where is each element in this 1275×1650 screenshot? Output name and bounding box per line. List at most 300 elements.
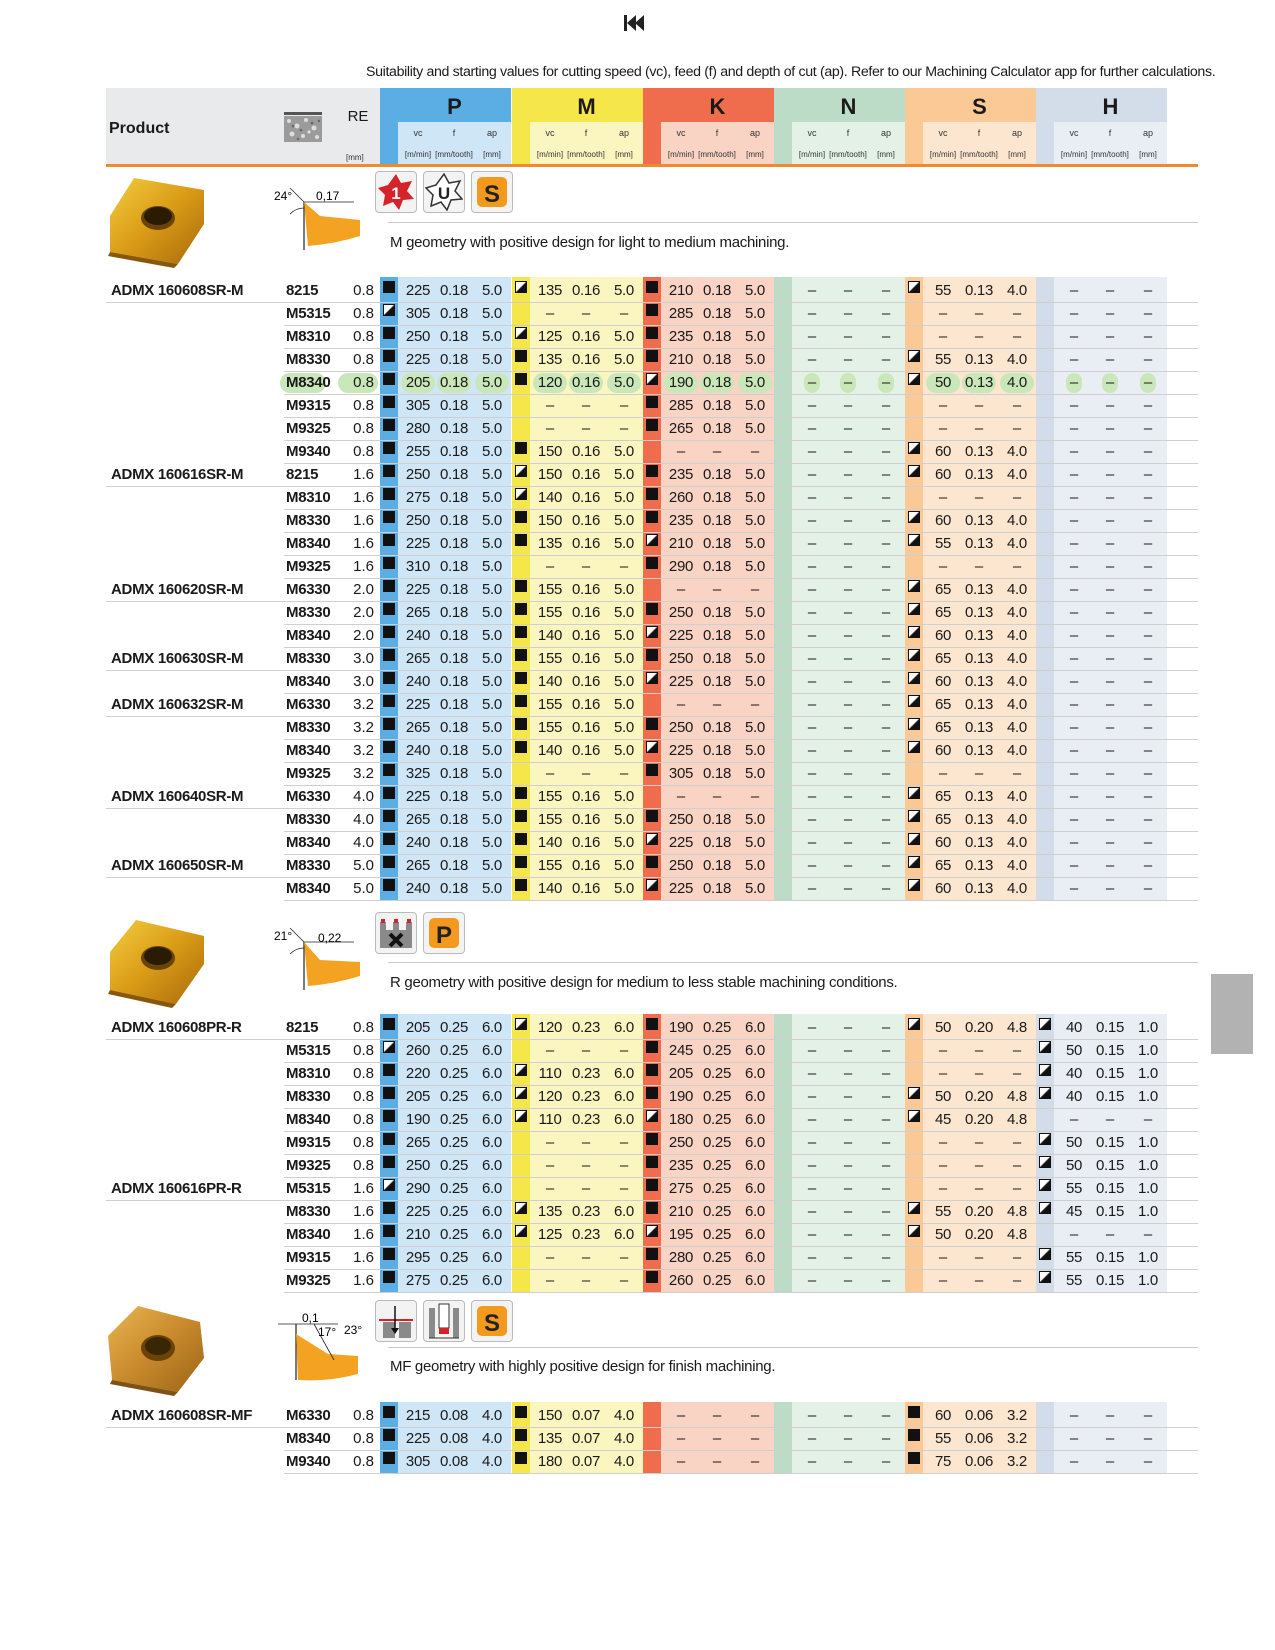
thin-wall-icon bbox=[423, 1300, 465, 1342]
n-feed: – bbox=[843, 466, 853, 483]
s-feed: – bbox=[974, 1157, 984, 1174]
m-cutting-speed: – bbox=[545, 397, 555, 414]
p-cutting-speed: 290 bbox=[405, 1180, 431, 1197]
p-feed: 0.25 bbox=[440, 1065, 468, 1082]
p-feed: 0.25 bbox=[440, 1272, 468, 1289]
p-feed: 0.18 bbox=[440, 811, 468, 828]
p-feed: 0.18 bbox=[440, 650, 468, 667]
suitability-full-icon bbox=[383, 741, 395, 753]
h-feed: – bbox=[1105, 650, 1115, 667]
suitability-partial-icon bbox=[908, 603, 920, 615]
table-row bbox=[106, 1404, 1198, 1428]
h-depth-of-cut: – bbox=[1143, 742, 1153, 759]
h-cutting-speed: 50 bbox=[1065, 1042, 1083, 1059]
p-cutting-speed: 240 bbox=[405, 673, 431, 690]
m-cutting-speed: – bbox=[545, 1042, 555, 1059]
n-feed: – bbox=[843, 535, 853, 552]
n-depth-of-cut: – bbox=[881, 1019, 891, 1036]
p-feed: 0.25 bbox=[440, 1157, 468, 1174]
h-feed: 0.15 bbox=[1096, 1134, 1124, 1151]
h-depth-of-cut: 1.0 bbox=[1138, 1272, 1158, 1289]
m-cutting-speed: 155 bbox=[537, 604, 563, 621]
suitability-full-icon bbox=[383, 856, 395, 868]
s-depth-of-cut: – bbox=[1012, 1134, 1022, 1151]
p-feed: 0.25 bbox=[440, 1111, 468, 1128]
corner-radius: 1.6 bbox=[353, 1249, 374, 1266]
header-subcolumns bbox=[1054, 122, 1167, 164]
n-cutting-speed: – bbox=[807, 1111, 817, 1128]
p-depth-of-cut: 5.0 bbox=[482, 834, 502, 851]
m-cutting-speed: 155 bbox=[537, 788, 563, 805]
grade: M8340 bbox=[286, 834, 331, 851]
n-cutting-speed: – bbox=[807, 351, 817, 368]
header-unit-vc: [m/min] bbox=[929, 150, 957, 159]
s-feed: – bbox=[974, 1249, 984, 1266]
h-cutting-speed: 55 bbox=[1065, 1249, 1083, 1266]
s-depth-of-cut: 4.0 bbox=[1007, 650, 1027, 667]
m-depth-of-cut: 5.0 bbox=[614, 466, 634, 483]
s-cutting-speed: – bbox=[938, 420, 948, 437]
h-depth-of-cut: – bbox=[1143, 512, 1153, 529]
k-feed: – bbox=[712, 1430, 722, 1447]
m-feed: 0.16 bbox=[572, 673, 600, 690]
k-feed: – bbox=[712, 1407, 722, 1424]
product-name: ADMX 160608SR-MF bbox=[111, 1407, 253, 1424]
k-feed: 0.25 bbox=[703, 1134, 731, 1151]
suitability-full-icon bbox=[646, 764, 658, 776]
h-depth-of-cut: – bbox=[1143, 1430, 1153, 1447]
s-depth-of-cut: – bbox=[1012, 420, 1022, 437]
header-vc: vc bbox=[807, 128, 817, 138]
n-depth-of-cut: – bbox=[881, 1272, 891, 1289]
table-row bbox=[106, 1039, 1198, 1063]
n-depth-of-cut: – bbox=[881, 1203, 891, 1220]
m-feed: – bbox=[581, 397, 591, 414]
geometry-mf-land: 0,1 bbox=[302, 1311, 319, 1325]
suitability-full-icon bbox=[646, 1156, 658, 1168]
table-row bbox=[106, 854, 1198, 878]
h-depth-of-cut: – bbox=[1143, 328, 1153, 345]
p-cutting-speed: 325 bbox=[405, 765, 431, 782]
n-feed: – bbox=[843, 627, 853, 644]
s-depth-of-cut: 4.0 bbox=[1007, 282, 1027, 299]
suitability-partial-icon bbox=[908, 626, 920, 638]
n-feed: – bbox=[843, 282, 853, 299]
grade: M9315 bbox=[286, 397, 331, 414]
suitability-full-icon bbox=[646, 810, 658, 822]
k-depth-of-cut: – bbox=[750, 788, 760, 805]
grade: M8340 bbox=[286, 673, 331, 690]
header-group-m bbox=[512, 88, 643, 164]
suitability-partial-icon bbox=[908, 580, 920, 592]
k-cutting-speed: 225 bbox=[668, 627, 694, 644]
n-cutting-speed: – bbox=[807, 1088, 817, 1105]
s-cutting-speed: 50 bbox=[934, 1019, 952, 1036]
table-row bbox=[106, 1016, 1198, 1040]
n-depth-of-cut: – bbox=[881, 1407, 891, 1424]
p-depth-of-cut: 5.0 bbox=[482, 305, 502, 322]
suitability-partial-icon bbox=[908, 1018, 920, 1030]
s-depth-of-cut: 4.0 bbox=[1007, 535, 1027, 552]
header-group-s bbox=[905, 88, 1036, 164]
grade: M9325 bbox=[286, 765, 331, 782]
geometry-r-land: 0,22 bbox=[318, 931, 342, 945]
p-cutting-speed: 295 bbox=[405, 1249, 431, 1266]
m-feed: 0.16 bbox=[572, 535, 600, 552]
n-depth-of-cut: – bbox=[881, 443, 891, 460]
table-row bbox=[106, 1131, 1198, 1155]
s-feed: 0.13 bbox=[965, 719, 993, 736]
s-cutting-speed: 55 bbox=[934, 535, 952, 552]
suitability-full-icon bbox=[383, 534, 395, 546]
h-cutting-speed: – bbox=[1069, 581, 1079, 598]
m-depth-of-cut: 5.0 bbox=[614, 328, 634, 345]
p-cutting-speed: 240 bbox=[405, 880, 431, 897]
s-cutting-speed: – bbox=[938, 1042, 948, 1059]
m-cutting-speed: 110 bbox=[538, 1065, 562, 1082]
h-feed: 0.15 bbox=[1096, 1065, 1124, 1082]
suitability-partial-icon bbox=[908, 649, 920, 661]
s-feed: 0.13 bbox=[965, 742, 993, 759]
suitability-partial-icon bbox=[908, 281, 920, 293]
skip-to-start-icon[interactable] bbox=[622, 12, 646, 34]
p-feed: 0.18 bbox=[440, 282, 468, 299]
m-cutting-speed: – bbox=[545, 1249, 555, 1266]
m-cutting-speed: 135 bbox=[537, 351, 563, 368]
product-name: ADMX 160608PR-R bbox=[111, 1019, 242, 1036]
table-row bbox=[106, 555, 1198, 579]
s-depth-of-cut: – bbox=[1012, 397, 1022, 414]
n-cutting-speed: – bbox=[807, 535, 817, 552]
s-depth-of-cut: 4.8 bbox=[1007, 1226, 1027, 1243]
grade: M8340 bbox=[286, 535, 331, 552]
h-depth-of-cut: – bbox=[1143, 650, 1153, 667]
suitability-full-icon bbox=[383, 419, 395, 431]
p-feed: 0.18 bbox=[440, 673, 468, 690]
corner-radius: 1.6 bbox=[353, 535, 374, 552]
header-subcolumns bbox=[792, 122, 905, 164]
h-cutting-speed: – bbox=[1069, 834, 1079, 851]
suitability-full-icon bbox=[515, 1429, 527, 1441]
s-cutting-speed: 65 bbox=[934, 581, 952, 598]
n-feed: – bbox=[843, 834, 853, 851]
p-feed: 0.18 bbox=[440, 834, 468, 851]
k-depth-of-cut: 5.0 bbox=[745, 742, 765, 759]
grade: M8340 bbox=[286, 627, 331, 644]
m-cutting-speed: – bbox=[545, 558, 555, 575]
n-depth-of-cut: – bbox=[881, 719, 891, 736]
m-depth-of-cut: 5.0 bbox=[614, 880, 634, 897]
n-feed: – bbox=[843, 788, 853, 805]
p-cutting-speed: 305 bbox=[405, 305, 431, 322]
s-cutting-speed: 60 bbox=[934, 834, 952, 851]
s-cutting-speed: – bbox=[938, 1180, 948, 1197]
k-depth-of-cut: 6.0 bbox=[745, 1249, 765, 1266]
h-feed: – bbox=[1105, 397, 1115, 414]
p-depth-of-cut: 6.0 bbox=[482, 1065, 502, 1082]
table-row bbox=[106, 348, 1198, 372]
m-feed: 0.16 bbox=[572, 351, 600, 368]
k-cutting-speed: 290 bbox=[668, 558, 694, 575]
n-feed: – bbox=[843, 305, 853, 322]
n-depth-of-cut: – bbox=[881, 535, 891, 552]
n-depth-of-cut: – bbox=[881, 420, 891, 437]
s-feed: 0.13 bbox=[965, 443, 993, 460]
suitability-full-icon bbox=[383, 626, 395, 638]
n-depth-of-cut: – bbox=[881, 1088, 891, 1105]
h-feed: – bbox=[1105, 857, 1115, 874]
k-cutting-speed: 190 bbox=[668, 374, 694, 391]
header-re-unit: [mm] bbox=[346, 153, 364, 162]
m-depth-of-cut: – bbox=[619, 1157, 629, 1174]
h-cutting-speed: – bbox=[1069, 351, 1079, 368]
m-feed: – bbox=[581, 1157, 591, 1174]
k-depth-of-cut: 6.0 bbox=[745, 1157, 765, 1174]
header-ap: ap bbox=[486, 128, 497, 138]
n-cutting-speed: – bbox=[807, 880, 817, 897]
table-row bbox=[106, 808, 1198, 832]
m-feed: – bbox=[581, 558, 591, 575]
n-feed: – bbox=[843, 811, 853, 828]
geometry-r-diagram bbox=[274, 926, 360, 997]
p-cutting-speed: 215 bbox=[405, 1407, 431, 1424]
s-cutting-speed: 65 bbox=[934, 696, 952, 713]
grade: M8330 bbox=[286, 512, 331, 529]
n-feed: – bbox=[843, 1065, 853, 1082]
suitability-partial-icon bbox=[908, 1110, 920, 1122]
suitability-full-icon bbox=[515, 1452, 527, 1464]
m-cutting-speed: – bbox=[545, 765, 555, 782]
header-unit-ap: [mm] bbox=[746, 150, 764, 159]
m-depth-of-cut: 5.0 bbox=[614, 650, 634, 667]
k-feed: 0.25 bbox=[703, 1065, 731, 1082]
n-depth-of-cut: – bbox=[881, 1042, 891, 1059]
suitability-full-icon bbox=[383, 672, 395, 684]
corner-radius: 0.8 bbox=[353, 282, 374, 299]
corner-radius: 1.6 bbox=[353, 558, 374, 575]
s-depth-of-cut: 4.8 bbox=[1007, 1088, 1027, 1105]
p-depth-of-cut: 6.0 bbox=[482, 1134, 502, 1151]
s-feed: – bbox=[974, 305, 984, 322]
p-cutting-speed: 205 bbox=[405, 1088, 431, 1105]
k-feed: 0.25 bbox=[703, 1157, 731, 1174]
suitability-partial-icon bbox=[908, 350, 920, 362]
m-feed: 0.23 bbox=[572, 1019, 600, 1036]
p-feed: 0.25 bbox=[440, 1134, 468, 1151]
suitability-full-icon bbox=[515, 626, 527, 638]
m-cutting-speed: 180 bbox=[537, 1453, 563, 1470]
suitability-full-icon bbox=[383, 810, 395, 822]
suitability-partial-icon bbox=[908, 672, 920, 684]
h-depth-of-cut: 1.0 bbox=[1138, 1203, 1158, 1220]
suitability-full-icon bbox=[646, 1248, 658, 1260]
m-feed: 0.16 bbox=[572, 443, 600, 460]
table-row bbox=[106, 1200, 1198, 1224]
n-depth-of-cut: – bbox=[881, 1134, 891, 1151]
header-unit-f: [mm/tooth] bbox=[435, 150, 473, 159]
p-depth-of-cut: 4.0 bbox=[482, 1453, 502, 1470]
k-depth-of-cut: 5.0 bbox=[745, 374, 765, 391]
p-depth-of-cut: 5.0 bbox=[482, 788, 502, 805]
p-cutting-speed: 255 bbox=[405, 443, 431, 460]
grade: M8330 bbox=[286, 1088, 331, 1105]
s-depth-of-cut: – bbox=[1012, 765, 1022, 782]
suitability-full-icon bbox=[515, 373, 527, 385]
suitability-full-icon bbox=[383, 1156, 395, 1168]
h-cutting-speed: – bbox=[1069, 857, 1079, 874]
suitability-full-icon bbox=[646, 1064, 658, 1076]
h-cutting-speed: – bbox=[1069, 1111, 1079, 1128]
p-feed: 0.18 bbox=[440, 558, 468, 575]
p-cutting-speed: 250 bbox=[405, 512, 431, 529]
product-name: ADMX 160650SR-M bbox=[111, 857, 244, 874]
n-cutting-speed: – bbox=[807, 282, 817, 299]
p-depth-of-cut: 6.0 bbox=[482, 1272, 502, 1289]
table-row bbox=[106, 279, 1198, 303]
header-vc: vc bbox=[545, 128, 555, 138]
n-depth-of-cut: – bbox=[881, 581, 891, 598]
m-depth-of-cut: 5.0 bbox=[614, 719, 634, 736]
h-cutting-speed: – bbox=[1069, 558, 1079, 575]
n-depth-of-cut: – bbox=[881, 558, 891, 575]
m-cutting-speed: 155 bbox=[537, 581, 563, 598]
suitability-full-icon bbox=[383, 1225, 395, 1237]
suitability-partial-icon bbox=[515, 465, 527, 477]
s-feed: – bbox=[974, 1065, 984, 1082]
table-row bbox=[106, 1269, 1198, 1293]
p-depth-of-cut: 6.0 bbox=[482, 1249, 502, 1266]
s-depth-of-cut: 4.0 bbox=[1007, 834, 1027, 851]
k-feed: 0.18 bbox=[703, 489, 731, 506]
corner-radius: 0.8 bbox=[353, 420, 374, 437]
header-f: f bbox=[977, 128, 981, 138]
k-depth-of-cut: 5.0 bbox=[745, 466, 765, 483]
chapter-tab-marker[interactable] bbox=[1211, 974, 1253, 1054]
p-cutting-speed: 250 bbox=[405, 466, 431, 483]
header-subcolumns bbox=[398, 122, 511, 164]
m-feed: 0.16 bbox=[572, 857, 600, 874]
m-feed: – bbox=[581, 305, 591, 322]
p-depth-of-cut: 5.0 bbox=[482, 558, 502, 575]
k-depth-of-cut: 5.0 bbox=[745, 604, 765, 621]
corner-radius: 0.8 bbox=[353, 305, 374, 322]
m-depth-of-cut: 5.0 bbox=[614, 374, 634, 391]
s-depth-of-cut: – bbox=[1012, 1065, 1022, 1082]
k-cutting-speed: 280 bbox=[668, 1249, 694, 1266]
p-feed: 0.18 bbox=[440, 328, 468, 345]
s-cutting-speed: 60 bbox=[934, 443, 952, 460]
product-name: ADMX 160608SR-M bbox=[111, 282, 244, 299]
p-feed: 0.18 bbox=[440, 742, 468, 759]
header-vc: vc bbox=[1069, 128, 1079, 138]
shoulder-milling-icon bbox=[375, 1300, 417, 1342]
suitability-full-icon bbox=[383, 1271, 395, 1283]
suitability-partial-icon bbox=[515, 1225, 527, 1237]
suitability-full-icon bbox=[383, 281, 395, 293]
h-feed: – bbox=[1105, 834, 1115, 851]
m-feed: 0.16 bbox=[572, 788, 600, 805]
geometry-mf-diagram bbox=[278, 1310, 370, 1391]
s-feed: 0.13 bbox=[965, 880, 993, 897]
k-cutting-speed: 285 bbox=[668, 305, 694, 322]
n-feed: – bbox=[843, 489, 853, 506]
table-row bbox=[106, 785, 1198, 809]
suitability-full-icon bbox=[515, 672, 527, 684]
h-feed: – bbox=[1105, 489, 1115, 506]
corner-radius: 3.2 bbox=[353, 765, 374, 782]
m-cutting-speed: – bbox=[545, 305, 555, 322]
n-depth-of-cut: – bbox=[881, 673, 891, 690]
m-depth-of-cut: 6.0 bbox=[614, 1203, 634, 1220]
k-cutting-speed: 235 bbox=[668, 512, 694, 529]
m-depth-of-cut: 4.0 bbox=[614, 1407, 634, 1424]
m-feed: – bbox=[581, 1042, 591, 1059]
h-cutting-speed: – bbox=[1069, 1453, 1079, 1470]
s-cutting-speed: – bbox=[938, 305, 948, 322]
h-depth-of-cut: – bbox=[1143, 719, 1153, 736]
h-depth-of-cut: – bbox=[1143, 282, 1153, 299]
h-depth-of-cut: – bbox=[1143, 581, 1153, 598]
s-depth-of-cut: – bbox=[1012, 1180, 1022, 1197]
m-cutting-speed: 120 bbox=[537, 1019, 563, 1036]
k-feed: 0.18 bbox=[703, 834, 731, 851]
header-vc: vc bbox=[938, 128, 948, 138]
suitability-partial-icon bbox=[908, 718, 920, 730]
k-feed: 0.25 bbox=[703, 1042, 731, 1059]
s-cutting-speed: 65 bbox=[934, 719, 952, 736]
header-group-label: N bbox=[840, 94, 857, 119]
p-cutting-speed: 265 bbox=[405, 857, 431, 874]
header-unit-ap: [mm] bbox=[877, 150, 895, 159]
suitability-full-icon bbox=[383, 580, 395, 592]
k-depth-of-cut: 5.0 bbox=[745, 351, 765, 368]
header-group-label: K bbox=[709, 94, 726, 119]
p-depth-of-cut: 5.0 bbox=[482, 535, 502, 552]
p-feed: 0.25 bbox=[440, 1249, 468, 1266]
suitability-partial-icon bbox=[646, 1110, 658, 1122]
s-feed: 0.13 bbox=[965, 581, 993, 598]
grade: M8310 bbox=[286, 328, 331, 345]
h-feed: 0.15 bbox=[1096, 1019, 1124, 1036]
grade: M8330 bbox=[286, 1203, 331, 1220]
k-cutting-speed: – bbox=[676, 1407, 686, 1424]
suitability-full-icon bbox=[383, 787, 395, 799]
corner-radius: 4.0 bbox=[353, 811, 374, 828]
h-depth-of-cut: – bbox=[1143, 466, 1153, 483]
s-depth-of-cut: 4.0 bbox=[1007, 512, 1027, 529]
m-feed: 0.16 bbox=[572, 811, 600, 828]
suitability-full-icon bbox=[515, 833, 527, 845]
h-depth-of-cut: – bbox=[1143, 834, 1153, 851]
h-cutting-speed: – bbox=[1069, 443, 1079, 460]
s-feed: 0.13 bbox=[965, 650, 993, 667]
corner-radius: 3.2 bbox=[353, 742, 374, 759]
corner-radius: 2.0 bbox=[353, 581, 374, 598]
m-feed: 0.16 bbox=[572, 719, 600, 736]
corner-radius: 0.8 bbox=[353, 1042, 374, 1059]
k-feed: 0.18 bbox=[703, 627, 731, 644]
table-row bbox=[106, 463, 1198, 487]
header-ap: ap bbox=[1142, 128, 1153, 138]
s-depth-of-cut: 4.0 bbox=[1007, 811, 1027, 828]
s-feed: 0.13 bbox=[965, 788, 993, 805]
table-row bbox=[106, 417, 1198, 441]
k-feed: 0.18 bbox=[703, 512, 731, 529]
p-feed: 0.18 bbox=[440, 351, 468, 368]
h-depth-of-cut: 1.0 bbox=[1138, 1065, 1158, 1082]
h-depth-of-cut: 1.0 bbox=[1138, 1180, 1158, 1197]
m-feed: 0.07 bbox=[572, 1453, 600, 1470]
